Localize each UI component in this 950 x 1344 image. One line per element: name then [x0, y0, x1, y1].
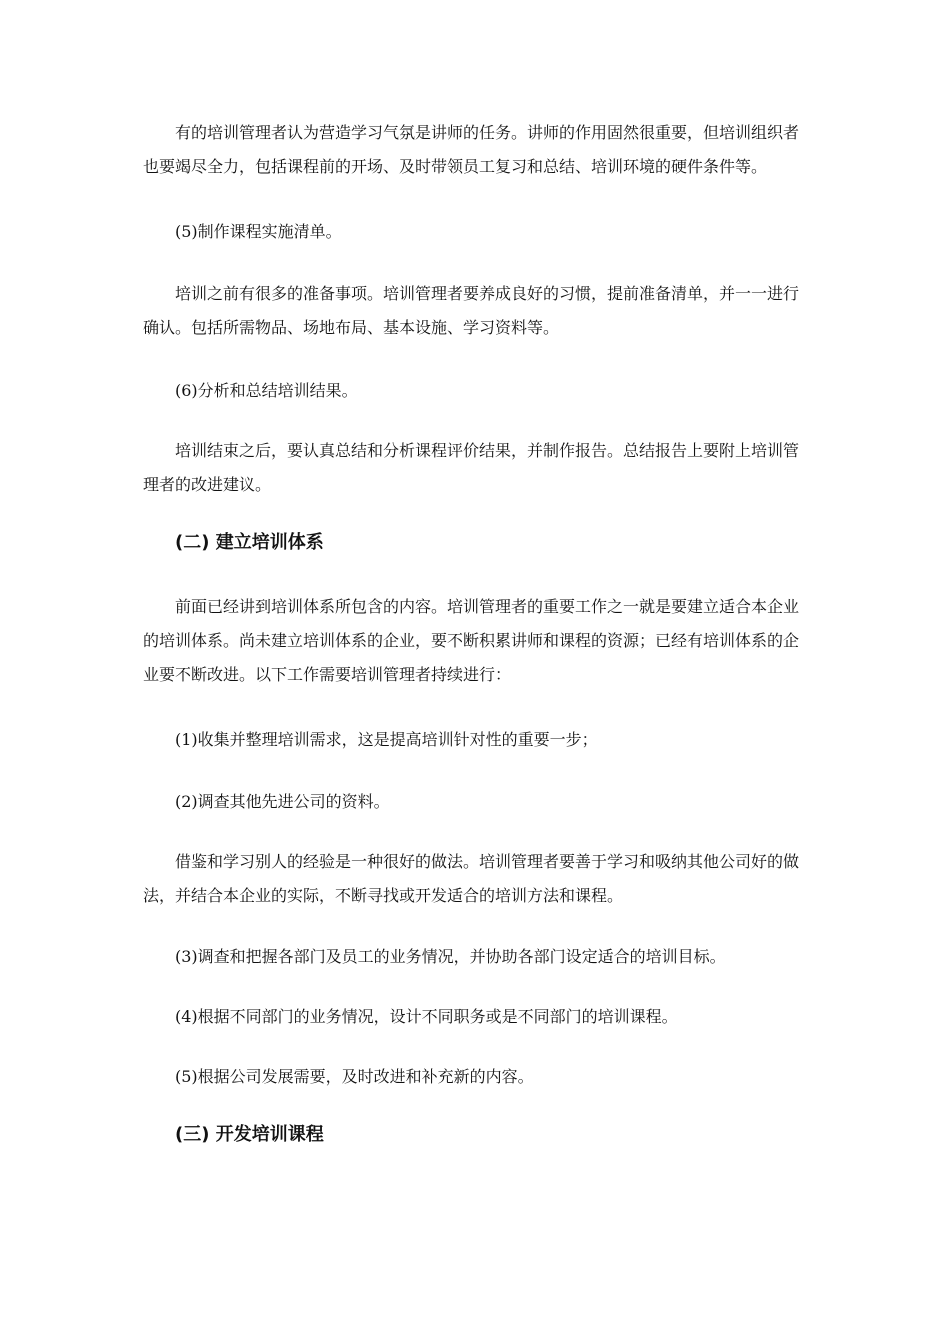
- paragraph-summary-report: 培训结束之后，要认真总结和分析课程评价结果，并制作报告。总结报告上要附上培训管理者的改进建议。: [143, 441, 800, 494]
- paragraph-item-3-departments: (3)调查和把握各部门及员工的业务情况，并协助各部门设定适合的培训目标。: [175, 947, 726, 966]
- section-heading-2: (二) 建立培训体系: [175, 532, 324, 553]
- paragraph-training-system: 前面已经讲到培训体系所包含的内容。培训管理者的重要工作之一就是要建立适合本企业的培训体系。尚未建立培训体系的企业，要不断积累讲师和课程的资源；已经有培训体系的企业要不断改进。以下工作需要培训管理者持续进行：: [143, 597, 800, 684]
- paragraph-preparation: 培训之前有很多的准备事项。培训管理者要养成良好的习惯，提前准备清单，并一一进行确认。包括所需物品、场地布局、基本设施、学习资料等。: [143, 284, 800, 337]
- paragraph-item-2-research: (2)调查其他先进公司的资料。: [175, 792, 390, 811]
- paragraph-learn-experience: 借鉴和学习别人的经验是一种很好的做法。培训管理者要善于学习和吸纳其他公司好的做法，并结合本企业的实际，不断寻找或开发适合的培训方法和课程。: [143, 852, 800, 905]
- paragraph-item-5-checklist: (5)制作课程实施清单。: [175, 222, 342, 241]
- paragraph-item-1-needs: (1)收集并整理培训需求，这是提高培训针对性的重要一步；: [175, 730, 598, 749]
- paragraph-atmosphere: 有的培训管理者认为营造学习气氛是讲师的任务。讲师的作用固然很重要，但培训组织者也要竭尽全力，包括课程前的开场、及时带领员工复习和总结、培训环境的硬件条件等。: [143, 123, 800, 176]
- paragraph-item-4-courses: (4)根据不同部门的业务情况，设计不同职务或是不同部门的培训课程。: [175, 1007, 678, 1026]
- paragraph-item-6-analysis: (6)分析和总结培训结果。: [175, 381, 358, 400]
- paragraph-item-5-improve: (5)根据公司发展需要，及时改进和补充新的内容。: [175, 1067, 534, 1086]
- section-heading-3: (三) 开发培训课程: [175, 1124, 324, 1145]
